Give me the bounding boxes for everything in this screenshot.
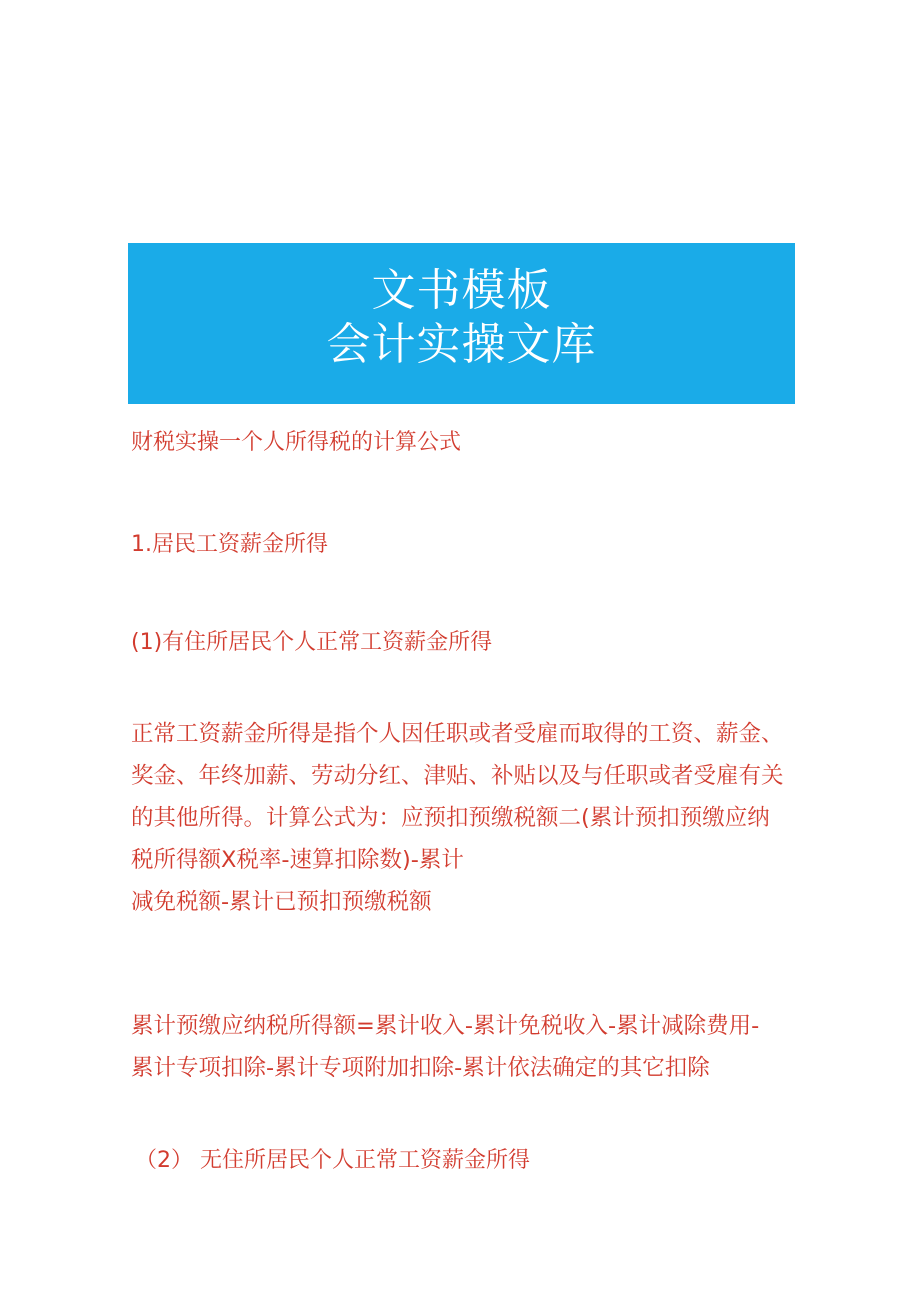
paragraph-line: 累计专项扣除-累计专项附加扣除-累计依法确定的其它扣除 <box>131 1055 710 1081</box>
paragraph-line: 正常工资薪金所得是指个人因任职或者受雇而取得的工资、薪金、 <box>131 721 784 747</box>
paragraph-line: 减免税额-累计已预扣预缴税额 <box>131 889 432 915</box>
paragraph-line: 奖金、年终加薪、劳动分红、津贴、补贴以及与任职或者受雇有关 <box>131 763 784 789</box>
subsection-heading-1-1: (1)有住所居民个人正常工资薪金所得 <box>131 630 493 655</box>
paragraph-line: 税所得额X税率-速算扣除数)-累计 <box>131 847 464 873</box>
document-title: 财税实操一个人所得税的计算公式 <box>131 430 462 455</box>
paragraph-line: 累计预缴应纳税所得额=累计收入-累计免税收入-累计减除费用- <box>131 1013 760 1039</box>
banner-title-line-2: 会计实操文库 <box>326 318 597 370</box>
subsection-heading-1-2: （2） 无住所居民个人正常工资薪金所得 <box>135 1148 530 1173</box>
banner-title-line-1: 文书模板 <box>371 264 552 316</box>
paragraph-line: 的其他所得。计算公式为：应预扣预缴税额二(累计预扣预缴应纳 <box>131 805 770 831</box>
paragraph-taxable-income-formula <box>131 1005 801 1089</box>
section-heading-1: 1.居民工资薪金所得 <box>131 532 328 557</box>
title-banner <box>128 243 795 404</box>
paragraph-normal-salary <box>131 713 801 923</box>
